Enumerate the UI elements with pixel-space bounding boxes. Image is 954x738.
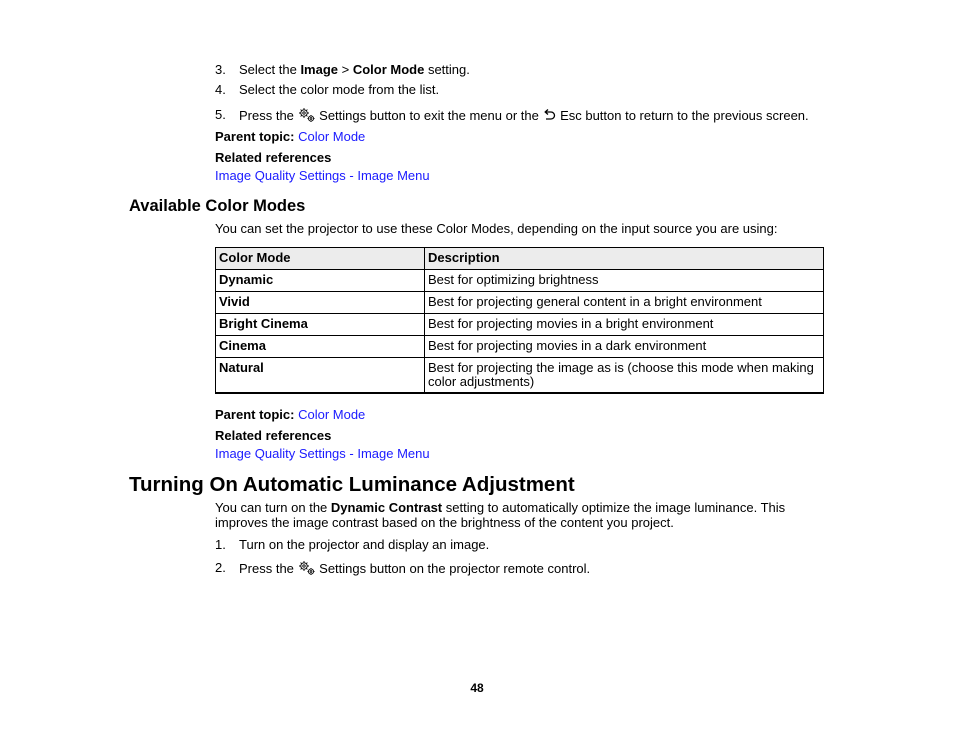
- esc-back-arrow-icon: [542, 108, 556, 122]
- description-cell: Best for projecting the image as is (choose this mode when making color adjustments): [425, 358, 824, 394]
- related-references-label: Related references: [215, 428, 332, 443]
- step-number: 4.: [215, 82, 226, 97]
- related-reference-link-text[interactable]: Image Quality Settings - Image Menu: [215, 446, 430, 461]
- step-text-pre: Press the: [239, 108, 298, 123]
- parent-topic-label: Parent topic:: [215, 129, 295, 144]
- step-text-post: setting.: [424, 62, 470, 77]
- step-text-post: Esc button to return to the previous screen.: [556, 108, 809, 123]
- intro-pre: You can turn on the: [215, 500, 331, 515]
- description-cell: Best for projecting movies in a bright environment: [425, 314, 824, 336]
- related-reference-link[interactable]: [215, 168, 430, 184]
- parent-topic-link[interactable]: Color Mode: [298, 129, 366, 144]
- settings-gear-icon: [298, 560, 316, 576]
- color-mode-cell: Cinema: [216, 336, 425, 358]
- step-text-post: Settings button on the projector remote control.: [315, 561, 591, 576]
- related-references-label: Related references: [215, 150, 332, 165]
- table-row: [216, 336, 824, 358]
- related-references-heading: [215, 150, 331, 166]
- table-header-row: [216, 248, 824, 270]
- description-cell: Best for optimizing brightness: [425, 270, 824, 292]
- section-heading-available-color-modes: Available Color Modes: [129, 197, 306, 215]
- step-text-pre: Select the: [239, 62, 301, 77]
- section-heading-luminance: Turning On Automatic Luminance Adjustment: [129, 473, 575, 496]
- intro-post: setting to automatically optimize the image luminance. This: [442, 500, 786, 515]
- table-row: [216, 292, 824, 314]
- parent-topic: [215, 407, 365, 423]
- table-header-description: Description: [425, 248, 824, 270]
- description-cell: Best for projecting general content in a bright environment: [425, 292, 824, 314]
- related-reference-link[interactable]: [215, 446, 430, 462]
- description-cell: Best for projecting movies in a dark environment: [425, 336, 824, 358]
- section-intro-line-1: [215, 500, 785, 516]
- dynamic-contrast-label: Dynamic Contrast: [330, 500, 443, 515]
- color-mode-cell: Bright Cinema: [216, 314, 425, 336]
- parent-topic-label: Parent topic:: [215, 407, 295, 422]
- step-text: Select the color mode from the list.: [239, 82, 440, 97]
- related-reference-link-text[interactable]: Image Quality Settings - Image Menu: [215, 168, 430, 183]
- color-modes-table: [215, 247, 824, 394]
- step-text: [239, 107, 809, 124]
- step-number: 2.: [215, 560, 226, 575]
- section-intro-line-2: improves the image contrast based on the brightness of the content you project.: [215, 515, 674, 530]
- menu-color-mode-label: Color Mode: [352, 62, 425, 77]
- step-number: 3.: [215, 62, 226, 77]
- related-references-heading: [215, 428, 331, 444]
- parent-topic: [215, 129, 365, 145]
- step-text: [239, 62, 470, 78]
- table-row: [216, 358, 824, 394]
- color-mode-cell: Dynamic: [216, 270, 425, 292]
- color-mode-cell: Vivid: [216, 292, 425, 314]
- step-text-mid: Settings button to exit the menu or the: [315, 108, 543, 123]
- color-mode-cell: Natural: [216, 358, 425, 394]
- settings-gear-icon: [298, 107, 316, 123]
- step-number: 1.: [215, 537, 226, 552]
- section-intro: You can set the projector to use these Color Modes, depending on the input source you are using:: [215, 221, 778, 236]
- step-text: Turn on the projector and display an image.: [239, 537, 490, 552]
- step-text-sep: >: [338, 62, 353, 77]
- parent-topic-link[interactable]: Color Mode: [298, 407, 366, 422]
- table-row: [216, 314, 824, 336]
- table-row: [216, 270, 824, 292]
- step-number: 5.: [215, 107, 226, 122]
- page-number: 48: [470, 681, 484, 695]
- menu-image-label: Image: [300, 62, 339, 77]
- step-text: [239, 560, 590, 577]
- table-header-color-mode: Color Mode: [216, 248, 425, 270]
- step-text-pre: Press the: [239, 561, 298, 576]
